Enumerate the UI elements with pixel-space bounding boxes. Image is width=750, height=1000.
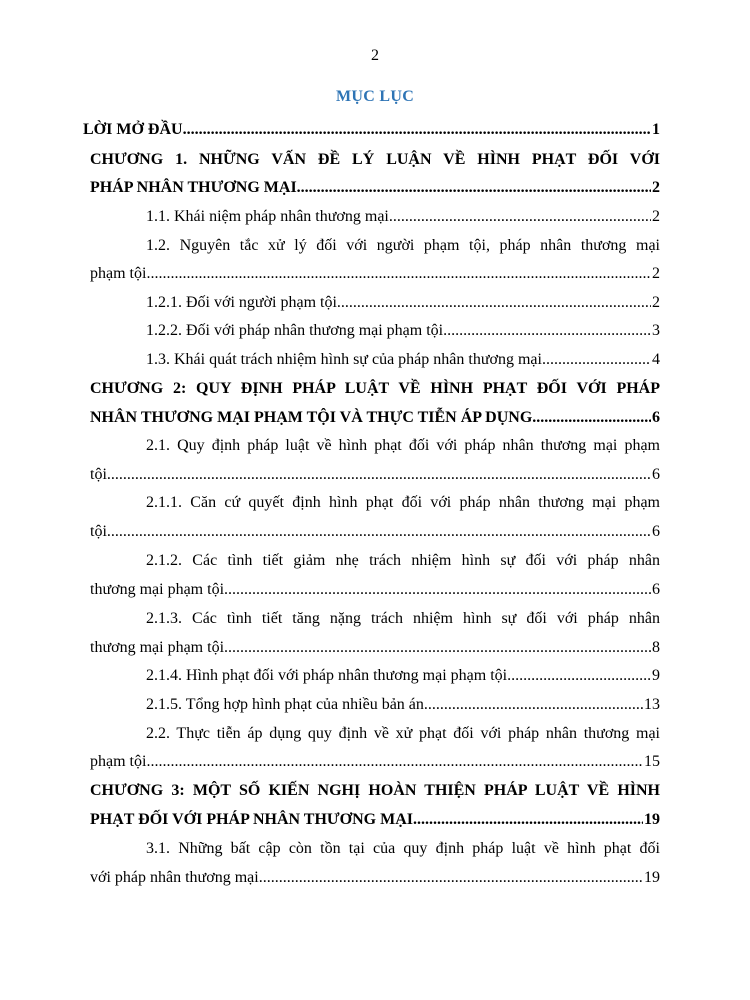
dot-leader [259,866,643,890]
toc-entry-title: tội [90,466,107,483]
toc-entry [146,319,660,343]
toc-entry-title: thương mại phạm tội [90,581,225,598]
dot-leader [337,291,651,315]
toc-page-number: 1 [652,121,660,138]
toc-entry-continued: CHƯƠNG 3: MỘT SỐ KIẾN NGHỊ HOÀN THIỆN PHÁP LUẬT VỀ HÌNH [90,782,660,799]
toc-entry-title: PHÁP NHÂN THƯƠNG MẠI [90,179,297,196]
dot-leader [146,262,651,286]
dot-leader [542,348,651,372]
toc-title: MỤC LỤC [335,88,415,105]
dot-leader [424,693,643,717]
toc-page-number: 2 [652,294,660,311]
dot-leader [297,176,651,200]
toc-entry [90,578,660,602]
toc-entry [90,866,660,890]
toc-entry [90,750,660,774]
toc-entry [146,664,660,688]
toc-page-number: 13 [644,696,660,713]
toc-entry-title: với pháp nhân thương mại [90,869,259,886]
toc-entry [146,348,660,372]
dot-leader [224,578,651,602]
page-number: 2 [371,47,379,64]
dot-leader [183,118,651,142]
toc-page-number: 19 [644,869,660,886]
toc-page-number: 2 [652,179,660,196]
toc-entry [90,176,660,200]
toc-entry [90,636,660,660]
toc-entry-continued: 1.2. Nguyên tắc xử lý đối với người phạm tội, pháp nhân thương mại [146,237,660,254]
dot-leader [413,808,643,832]
toc-entry-continued: 2.1.2. Các tình tiết giảm nhẹ trách nhiệm hình sự đối với pháp nhân [146,552,660,569]
dot-leader [224,636,651,660]
dot-leader [389,205,651,229]
toc-entry-title: tội [90,523,107,540]
toc-page-number: 9 [652,667,660,684]
toc-entry [146,693,660,717]
toc-entry-continued: 3.1. Những bất cập còn tồn tại của quy định pháp luật về hình phạt đối [146,840,660,857]
toc-page-number: 4 [652,351,660,368]
toc-entry [90,406,660,430]
toc-entry [90,463,660,487]
toc-entry [146,291,660,315]
toc-entry-continued: 2.1. Quy định pháp luật về hình phạt đối với pháp nhân thương mại phạm [146,437,660,454]
toc-entry-continued: 2.2. Thực tiễn áp dụng quy định về xử phạt đối với pháp nhân thương mại [146,725,660,742]
dot-leader [146,750,643,774]
dot-leader [443,319,651,343]
toc-page-number: 19 [644,811,660,828]
toc-entry-title: 1.2.2. Đối với pháp nhân thương mại phạm tội [146,322,444,339]
toc-entry-title: phạm tội [90,265,147,282]
toc-entry-title: 2.1.4. Hình phạt đối với pháp nhân thương mại phạm tội [146,667,508,684]
toc-entry-continued: CHƯƠNG 2: QUY ĐỊNH PHÁP LUẬT VỀ HÌNH PHẠT ĐỐI VỚI PHÁP [90,380,660,397]
toc-entry-title: thương mại phạm tội [90,639,225,656]
toc-entry-continued: CHƯƠNG 1. NHỮNG VẤN ĐỀ LÝ LUẬN VỀ HÌNH PHẠT ĐỐI VỚI [90,151,660,168]
toc-entry-title: LỜI MỞ ĐẦU [83,121,183,138]
dot-leader [507,664,651,688]
toc-entry-title: 1.1. Khái niệm pháp nhân thương mại [146,208,389,225]
toc-entry-title: 1.2.1. Đối với người phạm tội [146,294,337,311]
toc-entry-title: 2.1.5. Tổng hợp hình phạt của nhiều bản án [146,696,424,713]
toc-entry [90,520,660,544]
toc-page-number: 6 [652,581,660,598]
toc-page-number: 3 [652,322,660,339]
toc-page-number: 8 [652,639,660,656]
dot-leader [107,463,651,487]
toc-page-number: 2 [652,208,660,225]
toc-page-number: 6 [652,466,660,483]
toc-entry-title: phạm tội [90,753,147,770]
toc-page-number: 15 [644,753,660,770]
toc-entry [90,808,660,832]
toc-entry [83,118,660,142]
toc-entry [146,205,660,229]
toc-entry-title: 1.3. Khái quát trách nhiệm hình sự của pháp nhân thương mại [146,351,542,368]
dot-leader [107,520,651,544]
toc-entry-title: NHÂN THƯƠNG MẠI PHẠM TỘI VÀ THỰC TIỄN ÁP DỤNG [90,409,533,426]
toc-page-number: 6 [652,523,660,540]
dot-leader [532,406,651,430]
toc-page-number: 2 [652,265,660,282]
toc-entry [90,262,660,286]
toc-entry-continued: 2.1.1. Căn cứ quyết định hình phạt đối với pháp nhân thương mại phạm [146,494,660,511]
toc-entry-continued: 2.1.3. Các tình tiết tăng nặng trách nhiệm hình sự đối với pháp nhân [146,610,660,627]
toc-entry-title: PHẠT ĐỐI VỚI PHÁP NHÂN THƯƠNG MẠI [90,811,413,828]
toc-page-number: 6 [652,409,660,426]
